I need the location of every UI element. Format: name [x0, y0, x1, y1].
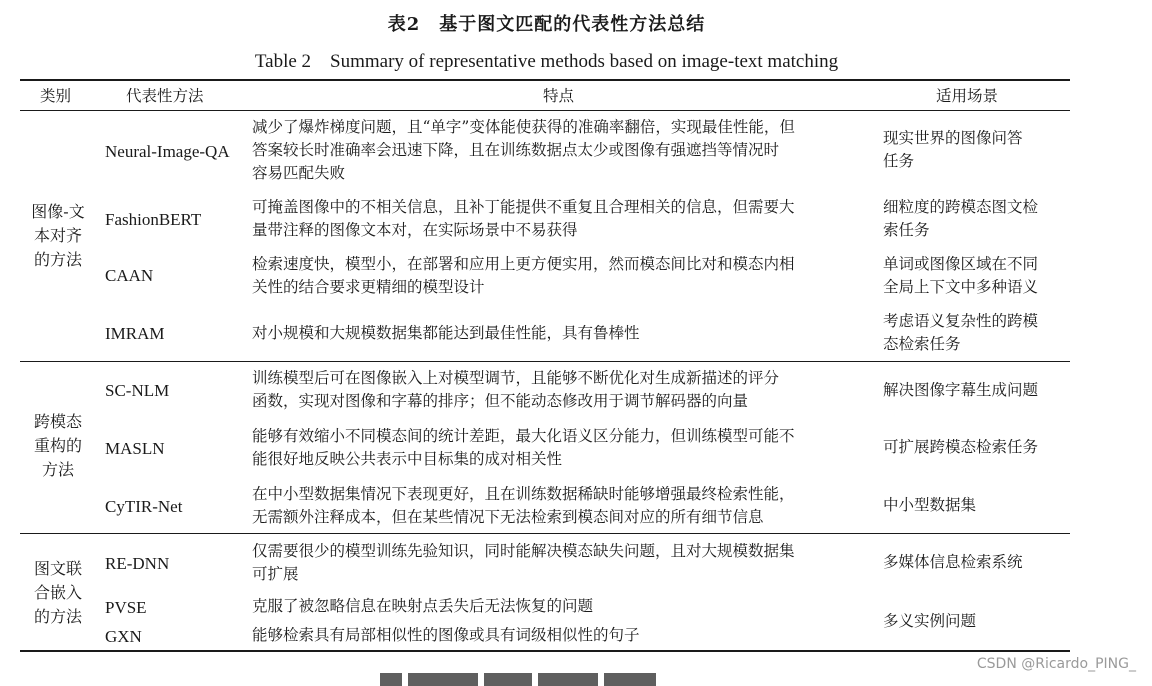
- scenario-line: 全局上下文中多种语义: [883, 278, 1039, 296]
- category-line: 合嵌入: [33, 583, 82, 602]
- features-line: 答案较长时准确率会迅速下降，且在训练数据点太少或图像有强遮挡等情况时: [252, 141, 780, 159]
- features-text: [252, 322, 640, 345]
- table-title-english: Table 2 Summary of representative methods based on image-text matching: [254, 51, 839, 72]
- features-text: [252, 540, 795, 586]
- features-line: 可掩盖图像中的不相关信息，且补丁能提供不重复且合理相关的信息，但需要大: [252, 198, 795, 216]
- group-divider-2: [20, 533, 1070, 534]
- features-text: [252, 595, 593, 618]
- scenario-text: [883, 379, 1038, 402]
- scenario-text: [883, 494, 976, 517]
- scenario-text: [883, 127, 1023, 173]
- method-name: IMRAM: [105, 324, 165, 343]
- method-name: Neural-Image-QA: [105, 142, 230, 161]
- header-features: 特点: [543, 87, 575, 105]
- features-line: 关性的结合要求更精细的模型设计: [252, 278, 485, 296]
- features-text: [252, 624, 640, 647]
- category-line: 方法: [41, 460, 74, 479]
- features-text: [252, 116, 795, 185]
- features-line: 仅需要很少的模型训练先验知识，同时能解决模态缺失问题，且对大规模数据集: [252, 542, 795, 560]
- features-line: 减少了爆炸梯度问题，且“单字”变体能使获得的准确率翻倍，实现最佳性能，但: [252, 118, 795, 136]
- category-line: 的方法: [33, 250, 82, 269]
- scenario-text: [883, 310, 1038, 356]
- features-text: [252, 196, 795, 242]
- header-scenario: 适用场景: [936, 87, 999, 105]
- method-name: GXN: [105, 627, 142, 646]
- features-line: 能很好地反映公共表示中目标集的成对相关性: [252, 450, 563, 468]
- scenario-line: 中小型数据集: [883, 496, 977, 514]
- watermark-text: CSDN @Ricardo_PING_: [976, 656, 1136, 672]
- header-method: 代表性方法: [126, 87, 204, 105]
- scenario-line: 任务: [883, 152, 915, 170]
- category-line: 图文联: [33, 559, 82, 578]
- features-line: 函数，实现对图像和字幕的排序；但不能动态修改用于调节解码器的向量: [252, 392, 749, 410]
- header-rule: [20, 110, 1070, 111]
- features-text: [252, 253, 795, 299]
- method-name: CyTIR-Net: [105, 497, 183, 516]
- table-title-chinese: 表2 基于图文匹配的代表性方法总结: [387, 14, 706, 35]
- features-text: [252, 483, 795, 529]
- features-line: 检索速度快，模型小，在部署和应用上更方便实用，然而模态间比对和模态内相: [252, 255, 795, 273]
- category-joint-embedding: [20, 557, 96, 629]
- features-line: 在中小型数据集情况下表现更好，且在训练数据稀缺时能够增强最终检索性能，: [252, 485, 795, 503]
- features-line: 对小规模和大规模数据集都能达到最佳性能，具有鲁棒性: [252, 324, 640, 342]
- scenario-text: [883, 551, 1023, 574]
- scenario-text: [883, 253, 1038, 299]
- category-line: 图像-文: [31, 202, 85, 221]
- scenario-line: 解决图像字幕生成问题: [883, 381, 1039, 399]
- features-line: 能够有效缩小不同模态间的统计差距，最大化语义区分能力，但训练模型可能不: [252, 427, 795, 445]
- scenario-text: [883, 436, 1038, 459]
- scenario-line: 态检索任务: [883, 335, 961, 353]
- scenario-line: 考虑语义复杂性的跨模: [883, 312, 1039, 330]
- group-divider-1: [20, 361, 1070, 362]
- features-text: [252, 367, 779, 413]
- header-category: 类别: [40, 87, 72, 105]
- category-line: 的方法: [33, 607, 82, 626]
- features-line: 训练模型后可在图像嵌入上对模型调节，且能够不断优化对生成新描述的评分: [252, 369, 780, 387]
- features-line: 量带注释的图像文本对，在实际场景中不易获得: [252, 221, 578, 239]
- scenario-text: 多义实例问题: [883, 612, 977, 630]
- features-line: 能够检索具有局部相似性的图像或具有词级相似性的句子: [252, 626, 640, 644]
- next-caption-cutoff: [380, 672, 720, 686]
- bottom-rule: [20, 650, 1070, 652]
- category-line: 重构的: [33, 436, 82, 455]
- method-name: CAAN: [105, 266, 154, 285]
- category-line: 本对齐: [33, 226, 82, 245]
- scenario-line: 可扩展跨模态检索任务: [883, 438, 1039, 456]
- features-line: 容易匹配失败: [252, 164, 346, 182]
- category-image-text-alignment: [20, 200, 96, 272]
- category-line: 跨模态: [33, 412, 82, 431]
- scenario-line: 现实世界的图像问答: [883, 129, 1023, 147]
- method-name: MASLN: [105, 439, 165, 458]
- top-rule: [20, 79, 1070, 81]
- category-cross-modal-reconstruction: [20, 410, 96, 482]
- scenario-line: 细粒度的跨模态图文检: [883, 198, 1039, 216]
- method-name: PVSE: [105, 598, 147, 617]
- features-line: 无需额外注释成本，但在某些情况下无法检索到模态间对应的所有细节信息: [252, 508, 764, 526]
- features-text: [252, 425, 795, 471]
- scenario-line: 多媒体信息检索系统: [883, 553, 1023, 571]
- scenario-text: [883, 196, 1038, 242]
- scenario-line: 索任务: [883, 221, 930, 239]
- method-name: SC-NLM: [105, 381, 170, 400]
- features-line: 克服了被忽略信息在映射点丢失后无法恢复的问题: [252, 597, 594, 615]
- scenario-line: 单词或图像区域在不同: [883, 255, 1039, 273]
- method-name: FashionBERT: [105, 210, 202, 229]
- features-line: 可扩展: [252, 565, 299, 583]
- method-name: RE-DNN: [105, 554, 170, 573]
